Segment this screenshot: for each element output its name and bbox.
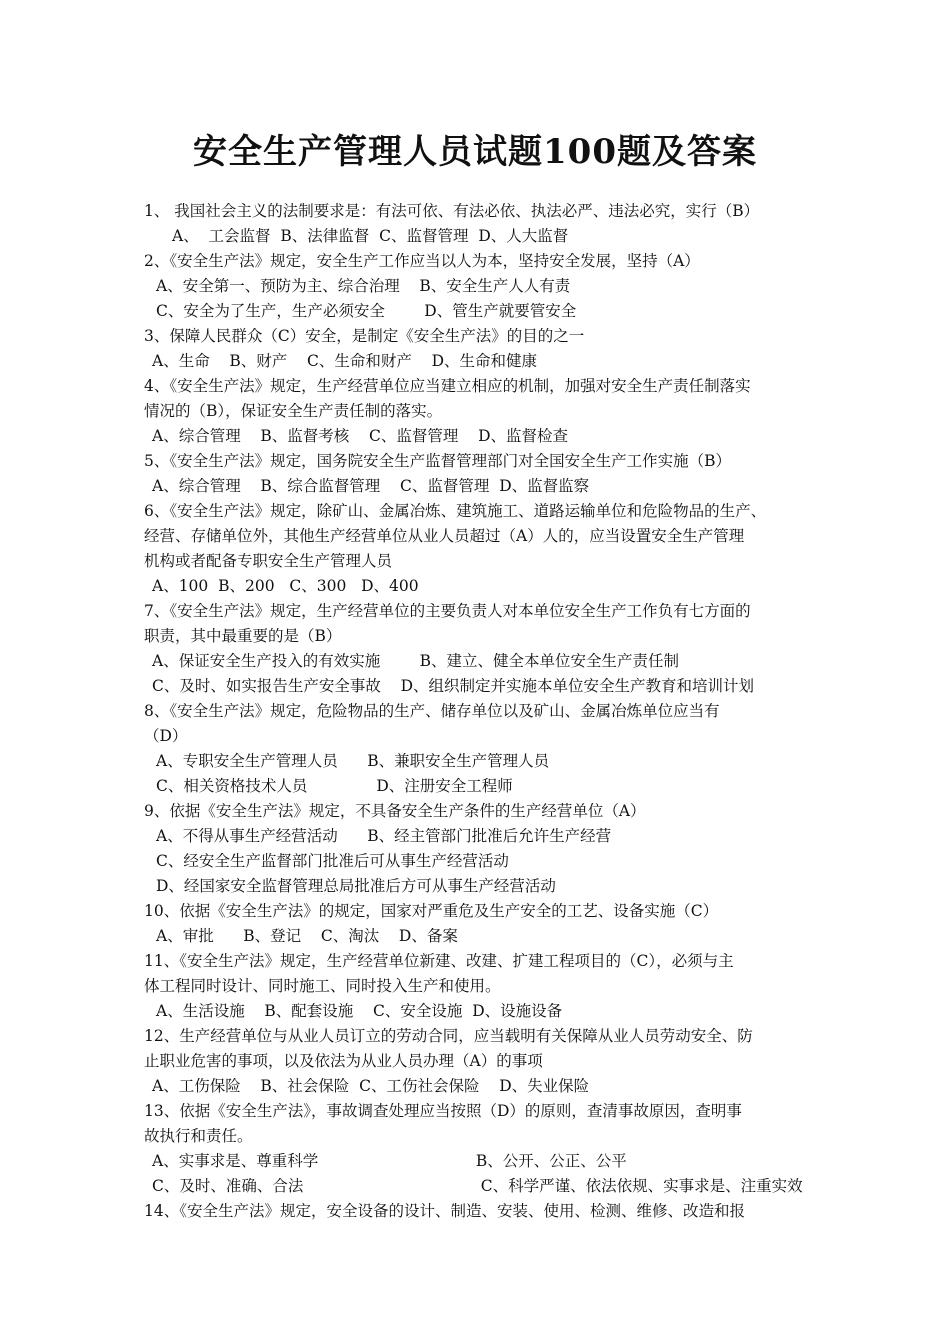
option-line: A、生活设施 B、配套设施 C、安全设施 D、设施设备 bbox=[156, 1002, 563, 1020]
question-line: （D） bbox=[144, 727, 188, 745]
option-line: A、安全第一、预防为主、综合治理 B、安全生产人人有责 bbox=[156, 277, 571, 295]
question-line: 5、《安全生产法》规定，国务院安全生产监督管理部门对全国安全生产工作实施（B） bbox=[144, 452, 732, 470]
document-body bbox=[144, 199, 824, 1224]
question-line: 止职业危害的事项，以及依法为从业人员办理（A）的事项 bbox=[144, 1052, 543, 1070]
option-line: C、及时、准确、合法 C、科学严谨、依法依规、实事求是、注重实效 bbox=[152, 1177, 803, 1195]
question-line: 故执行和责任。 bbox=[144, 1127, 253, 1145]
question-line: 经营、存储单位外，其他生产经营单位从业人员超过（A）人的，应当设置安全生产管理 bbox=[144, 527, 745, 545]
option-line: A、综合管理 B、综合监督管理 C、监督管理 D、监督监察 bbox=[152, 477, 590, 495]
option-line: A、审批 B、登记 C、淘汰 D、备案 bbox=[156, 927, 458, 945]
option-line: C、相关资格技术人员 D、注册安全工程师 bbox=[156, 777, 513, 795]
option-line: A、 工会监督 B、法律监督 C、监督管理 D、人大监督 bbox=[172, 227, 569, 245]
question-line: 4、《安全生产法》规定，生产经营单位应当建立相应的机制，加强对安全生产责任制落实 bbox=[144, 377, 751, 395]
question-line: 1、 我国社会主义的法制要求是：有法可依、有法必依、执法必严、违法必究，实行（B） bbox=[144, 202, 760, 220]
question-line: 机构或者配备专职安全生产管理人员 bbox=[144, 552, 393, 570]
option-line: C、经安全生产监督部门批准后可从事生产经营活动 bbox=[156, 852, 509, 870]
question-line: 8、《安全生产法》规定，危险物品的生产、储存单位以及矿山、金属冶炼单位应当有 bbox=[144, 702, 720, 720]
question-line: 13、依据《安全生产法》，事故调查处理应当按照（D）的原则，查清事故原因，查明事 bbox=[144, 1102, 742, 1120]
option-line: A、生命 B、财产 C、生命和财产 D、生命和健康 bbox=[152, 352, 537, 370]
question-line: 2、《安全生产法》规定，安全生产工作应当以人为本，坚持安全发展，坚持（A） bbox=[144, 252, 700, 270]
question-line: 7、《安全生产法》规定，生产经营单位的主要负责人对本单位安全生产工作负有七方面的 bbox=[144, 602, 751, 620]
option-line: A、保证安全生产投入的有效实施 B、建立、健全本单位安全生产责任制 bbox=[152, 652, 680, 670]
question-line: 职责，其中最重要的是（B） bbox=[144, 627, 342, 645]
question-line: 情况的（B），保证安全生产责任制的落实。 bbox=[144, 402, 443, 420]
question-line: 6、《安全生产法》规定，除矿山、金属冶炼、建筑施工、道路运输单位和危险物品的生产、 bbox=[144, 502, 767, 520]
option-line: A、工伤保险 B、社会保险 C、工伤社会保险 D、失业保险 bbox=[152, 1077, 590, 1095]
option-line: A、综合管理 B、监督考核 C、监督管理 D、监督检查 bbox=[152, 427, 568, 445]
document-title: 安全生产管理人员试题100题及答案 bbox=[193, 132, 757, 172]
option-line: A、100 B、200 C、300 D、400 bbox=[152, 577, 419, 595]
option-line: A、不得从事生产经营活动 B、经主管部门批准后允许生产经营 bbox=[156, 827, 612, 845]
question-line: 11、《安全生产法》规定，生产经营单位新建、改建、扩建工程项目的（C），必须与主 bbox=[144, 952, 734, 970]
option-line: C、安全为了生产，生产必须安全 D、管生产就要管安全 bbox=[156, 302, 577, 320]
option-line: A、实事求是、尊重科学 B、公开、公正、公平 bbox=[152, 1152, 627, 1170]
option-line: D、经国家安全监督管理总局批准后方可从事生产经营活动 bbox=[156, 877, 556, 895]
option-line: A、专职安全生产管理人员 B、兼职安全生产管理人员 bbox=[156, 752, 550, 770]
question-line: 3、保障人民群众（C）安全，是制定《安全生产法》的目的之一 bbox=[144, 327, 585, 345]
question-line: 14、《安全生产法》规定，安全设备的设计、制造、安装、使用、检测、维修、改造和报 bbox=[144, 1202, 745, 1220]
question-line: 10、依据《安全生产法》的规定，国家对严重危及生产安全的工艺、设备实施（C） bbox=[144, 902, 719, 920]
option-line: C、及时、如实报告生产安全事故 D、组织制定并实施本单位安全生产教育和培训计划 bbox=[152, 677, 754, 695]
question-line: 9、依据《安全生产法》规定，不具备安全生产条件的生产经营单位（A） bbox=[144, 802, 646, 820]
question-line: 12、生产经营单位与从业人员订立的劳动合同，应当载明有关保障从业人员劳动安全、防 bbox=[144, 1027, 753, 1045]
question-line: 体工程同时设计、同时施工、同时投入生产和使用。 bbox=[144, 977, 501, 995]
